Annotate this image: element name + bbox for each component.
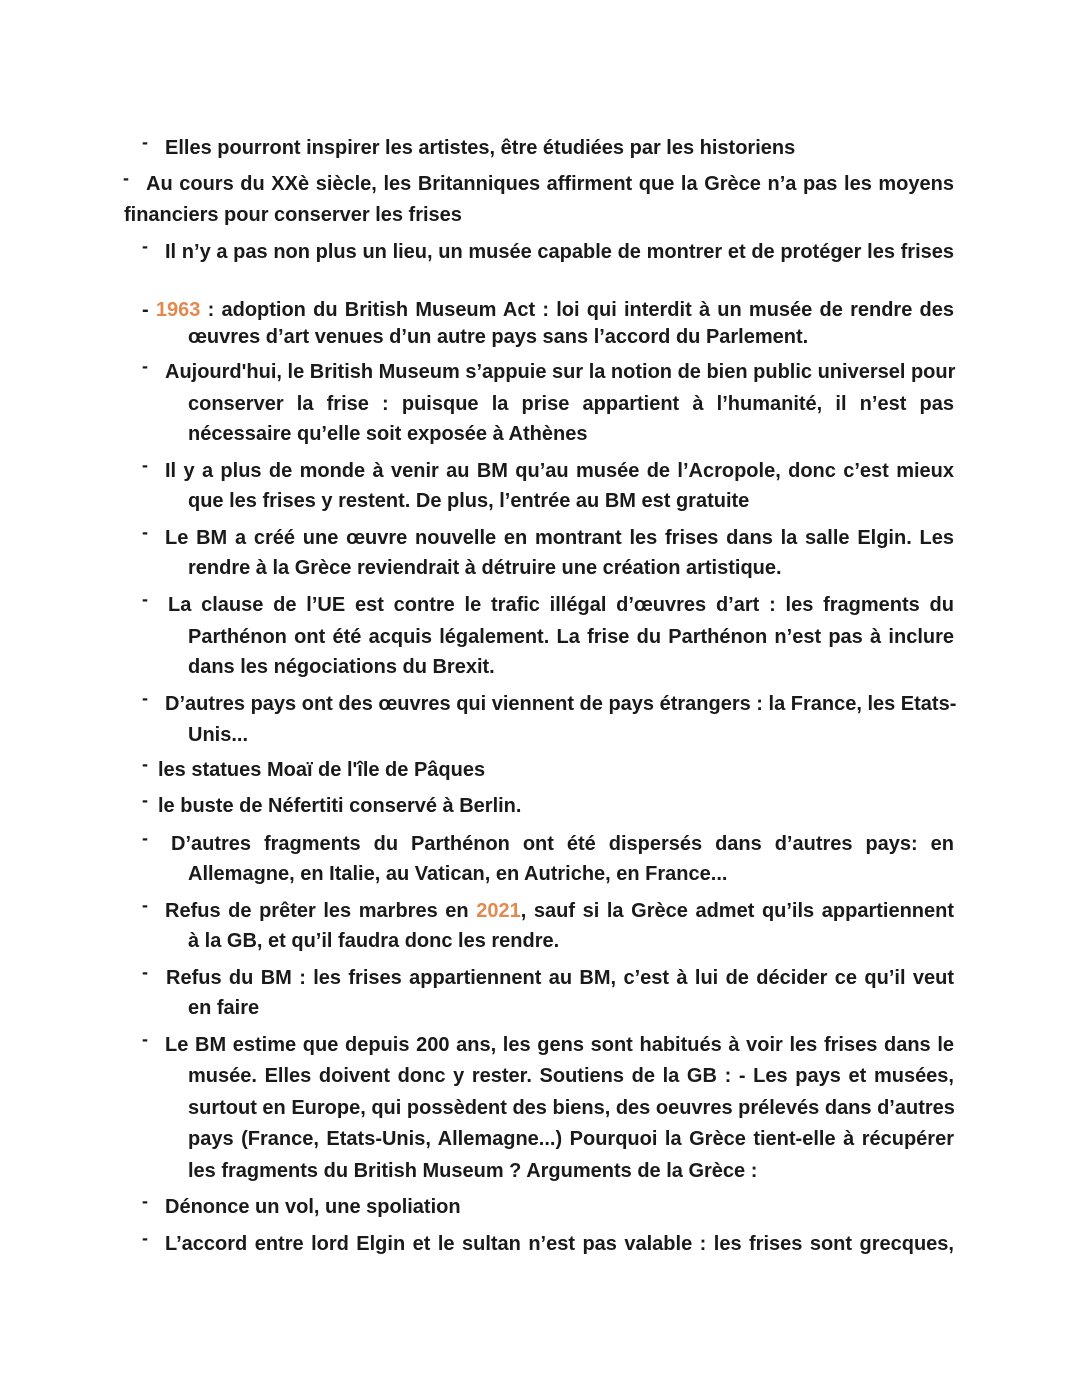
paragraph-line: le buste de Néfertiti conservé à Berlin.: [158, 795, 522, 817]
paragraph-line: en faire: [188, 997, 260, 1019]
paragraph-public-good-cont: [188, 389, 954, 420]
bullet-dash: -: [142, 589, 148, 609]
paragraph-bm-refusal-cont: [188, 993, 259, 1024]
bullet-dash: -: [142, 356, 148, 376]
paragraph-line: rendre à la Grèce reviendrait à détruire une création artistique.: [188, 557, 782, 579]
paragraph-line: les fragments du British Museum ? Arguments de la Grèce :: [188, 1160, 758, 1182]
paragraph-elgin-room: [165, 523, 954, 554]
highlight-year: 1963: [155, 299, 201, 321]
paragraph-200-years-l4: [188, 1124, 954, 1155]
bullet-dash: -: [142, 1029, 148, 1049]
paragraph-other-countries: [165, 689, 956, 720]
bullet-dash: -: [142, 895, 148, 915]
bullet-dash: -: [142, 455, 148, 475]
bullet-dash: -: [142, 299, 149, 321]
paragraph-line: D’autres fragments du Parthénon ont été dispersés dans d’autres pays: en: [171, 833, 954, 855]
paragraph-line: les statues Moaï de l'île de Pâques: [158, 759, 486, 781]
paragraph-eu-clause-cont: [188, 622, 954, 653]
paragraph-line: Le BM estime que depuis 200 ans, les gens sont habitués à voir les frises dans le: [165, 1034, 954, 1056]
paragraph-nefertiti: [158, 791, 521, 822]
paragraph-line: L’accord entre lord Elgin et le sultan n’est pas valable : les frises sont grecques,: [165, 1233, 954, 1255]
paragraph-line: Il n’y a pas non plus un lieu, un musée capable de montrer et de protéger les frises: [165, 241, 954, 263]
paragraph-bm-refusal: [166, 963, 954, 994]
paragraph-line: La clause de l’UE est contre le trafic illégal d’œuvres d’art : les fragments du: [168, 594, 954, 616]
paragraph-other-countries-cont: [188, 720, 248, 751]
paragraph-200-years-l2: [188, 1061, 954, 1092]
paragraph-public-good-end: [188, 419, 587, 450]
paragraph-line: [165, 896, 954, 927]
paragraph-200-years-l5: [188, 1156, 757, 1187]
paragraph-public-good: [165, 357, 954, 388]
paragraph-line: Elles pourront inspirer les artistes, être étudiées par les historiens: [165, 137, 796, 159]
paragraph-1963-act-cont: [188, 322, 808, 353]
paragraph-no-museum: [165, 237, 954, 268]
paragraph-more-visitors: [165, 456, 954, 487]
paragraph-line: musée. Elles doivent donc y rester. Soutiens de la GB : - Les pays et musées,: [188, 1065, 954, 1087]
paragraph-dispersed-fragments-cont: [188, 859, 727, 890]
bullet-dash: -: [142, 790, 148, 810]
paragraph-eu-clause: [168, 590, 954, 621]
bullet-dash: -: [142, 132, 148, 152]
paragraph-artists: [165, 133, 795, 164]
paragraph-text: Refus de prêter les marbres en: [165, 900, 477, 922]
paragraph-elgin-room-cont: [188, 553, 782, 584]
bullet-dash: -: [142, 522, 148, 542]
paragraph-text: , sauf si la Grèce admet qu’ils appartiennent: [520, 900, 955, 922]
bullet-dash: -: [142, 236, 148, 256]
bullet-dash: -: [142, 962, 148, 982]
paragraph-line: Parthénon ont été acquis légalement. La frise du Parthénon n’est pas à inclure: [188, 626, 954, 648]
bullet-dash: -: [142, 1191, 148, 1211]
paragraph-200-years: [165, 1030, 954, 1061]
bullet-dash: -: [123, 168, 129, 188]
paragraph-xx-century-cont: [124, 200, 462, 231]
paragraph-line: Aujourd'hui, le British Museum s’appuie sur la notion de bien public universel pour: [165, 361, 956, 383]
paragraph-theft: [165, 1192, 461, 1223]
paragraph-loan-refusal-cont: [188, 926, 559, 957]
paragraph-line: que les frises y restent. De plus, l’entrée au BM est gratuite: [188, 490, 750, 512]
bullet-dash: -: [142, 754, 148, 774]
paragraph-line: Dénonce un vol, une spoliation: [165, 1196, 461, 1218]
paragraph-line: Au cours du XXè siècle, les Britanniques affirment que la Grèce n’a pas les moyens: [146, 173, 954, 195]
paragraph-line: Refus du BM : les frises appartiennent au BM, c’est à lui de décider ce qu’il veut: [166, 967, 954, 989]
paragraph-more-visitors-cont: [188, 486, 749, 517]
paragraph-line: Unis...: [188, 724, 249, 746]
paragraph-200-years-l3: [188, 1093, 954, 1124]
highlight-year: 2021: [476, 900, 521, 922]
paragraph-line: conserver la frise : puisque la prise appartient à l’humanité, il n’est pas: [188, 393, 954, 415]
paragraph-line: à la GB, et qu’il faudra donc les rendre.: [188, 930, 560, 952]
bullet-dash: -: [142, 828, 148, 848]
paragraph-dispersed-fragments: [171, 829, 954, 860]
paragraph-line: Le BM a créé une œuvre nouvelle en montrant les frises dans la salle Elgin. Les: [165, 527, 954, 549]
paragraph-line: D’autres pays ont des œuvres qui viennent de pays étrangers : la France, les Etats-: [165, 693, 957, 715]
paragraph-line: dans les négociations du Brexit.: [188, 656, 495, 678]
paragraph-line: pays (France, Etats-Unis, Allemagne...) Pourquoi la Grèce tient-elle à récupérer: [188, 1128, 954, 1150]
paragraph-eu-clause-end: [188, 652, 495, 683]
paragraph-text: : adoption du British Museum Act : loi qui interdit à un musée de rendre des: [200, 299, 954, 321]
paragraph-line: surtout en Europe, qui possèdent des biens, des oeuvres prélevés dans d’autres: [188, 1097, 955, 1119]
paragraph-line: nécessaire qu’elle soit exposée à Athènes: [188, 423, 588, 445]
paragraph-elgin-sultan: [165, 1229, 954, 1260]
paragraph-line: Il y a plus de monde à venir au BM qu’au musée de l’Acropole, donc c’est mieux: [165, 460, 954, 482]
paragraph-line: financiers pour conserver les frises: [124, 204, 462, 226]
bullet-dash: -: [142, 688, 148, 708]
paragraph-loan-refusal: [165, 896, 954, 927]
paragraph-moai: [158, 755, 485, 786]
paragraph-line: Allemagne, en Italie, au Vatican, en Autriche, en France...: [188, 863, 728, 885]
bullet-dash: -: [142, 1228, 148, 1248]
paragraph-xx-century: [146, 169, 954, 200]
paragraph-line: œuvres d’art venues d’un autre pays sans l’accord du Parlement.: [188, 326, 809, 348]
